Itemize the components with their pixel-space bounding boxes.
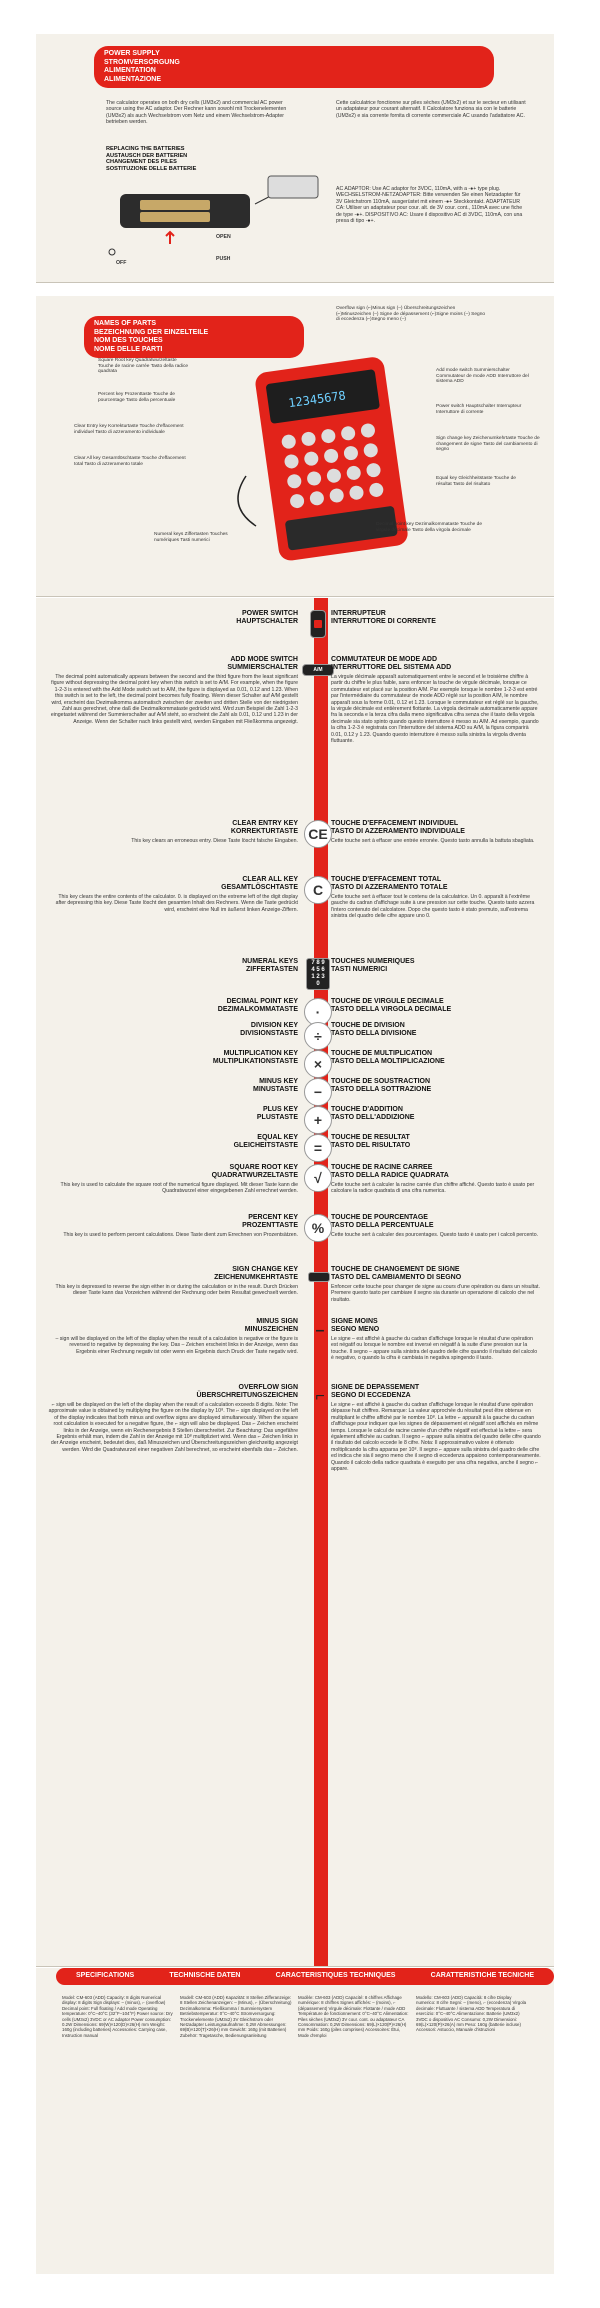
power-supply-panel: [36, 34, 554, 282]
power-switch-label: Power switch Hauptschalter Interrupteur Interruttore di corrente: [436, 404, 522, 415]
key-body-left: – sign will be displayed on the left of the display when the result of a calculation is negative or the figure is reversed to negative by depressing the key. Das – Zeichen erscheint links in der Anzeige, wenn das Ergebnis einer Rechnung negativ ist oder wenn ein Ergebnis durch Druck der Taste negativ wird.: [55, 1336, 298, 1355]
heading-line: REPLACING THE BATTERIES: [106, 146, 185, 152]
key-heading-left: DIVISION KEY DIVISIONSTASTE: [240, 1022, 298, 1037]
key-description-left: [48, 998, 298, 1016]
key-description-left: [48, 1134, 298, 1152]
key-description-left: [48, 958, 298, 976]
equal-key-label: Equal key Gleichheitstaste Touche de résultat Tasto del risultato: [436, 476, 516, 487]
power-text-left: The calculator operates on both dry cells (UM3x2) and commercial AC power source using the AC adaptor. Der Rechner kann sowohl mit Trockenelementen (UM3x2) als auch Wechselstrom vom Netz und einem Wechselstrom-Adapter betrieben werden.: [106, 100, 287, 126]
band-line: NOM DES TOUCHES: [94, 337, 163, 344]
key-body-right: Le signe ⌐ est affiché à gauche du cadran d'affichage lorsque le résultat d'une opération dépasse huit chiffres. Remarque: La valeur approchée du résultat peut être obtenue en multipliant le chiffre affiché par le nombre 10⁸. La lettre ⌐ apparaît à la gauche du cadran d'affichage pour indiquer que les signes de dépassement et négatif sont affichés en même temps. Lorsque le calcul de racine carrée d'un chiffre négatif est effectué la lettre ⌐ sera également affichée au cadran. Il segno ⌐ appare sulla sinistra del quadro delle cifre quando il risultato del calcolo eccede le 8 cifre. Nota: Il approssimativo valore è ottenuto moltiplicando la cifra apparsa per 10⁸. Il segno ⌐ appare sulla sinistra del quadro delle cifre ed indica che sia il segno meno che il segno di eccedenza appaiono contemporaneamente. Quando il calcolo della radice quadrata è eseguito per una cifra negativa, anche il segno ⌐ appare.: [331, 1402, 541, 1473]
key-description-right: [331, 610, 541, 628]
key-heading-right: TOUCHE DE RESULTAT TASTO DEL RISULTATO: [331, 1134, 411, 1149]
key-heading-right: TOUCHE DE SOUSTRACTION TASTO DELLA SOTTRAZIONE: [331, 1078, 432, 1093]
clear-all-key-icon: C: [304, 876, 332, 904]
plus-key-icon: +: [304, 1106, 332, 1134]
key-description-right: [331, 1106, 541, 1124]
key-body-left: This key clears an erroneous entry. Diese Taste löscht falsche Eingaben.: [131, 838, 298, 844]
clear-all-label: Clear All key Gesamtlöschtaste Touche d'effacement total Tasto di azzeramento totale: [74, 456, 186, 467]
key-heading-left: MINUS KEY MINUSTASTE: [253, 1078, 298, 1093]
key-body-left: This key is depressed to reverse the sign either in or during the calculation or in the result. Durch Drücken dieser Taste kann das Vorzeichen während der Rechnung oder beim Resultat gewechselt werden.: [55, 1284, 298, 1297]
power-supply-band: [94, 46, 494, 88]
square-root-label: Square Root key Quadratwurzeltaste Touche de racine carrée Tasto della radice quadrata: [98, 358, 189, 375]
key-body-left: ⌐ sign will be displayed on the left of the display when the result of a calculation exceeds 8 digits. Note: The approximate value is obtained by multiplying the figure on the display by 10⁸. The ⌐ sign displayed on the left of the display indicates that both minus and overflow signs are displayed simultaneously. When the square root calculation is executed for a negative figure, the ⌐ sign will also be displayed. Das ⌐ Zeichen erscheint links in der Anzeige, wenn ein Rechenergebnis 8 Stellen überschreitet. Zur Beachtung: Das ungefähre Ergebnis erhält man, indem die Zahl in der Anzeige mit 10⁸ multipliziert wird. Wenn das ⌐ Zeichen links in der Anzeige erscheint, bedeutet dies, daß Minuszeichen und Überschreitungszeichen gleichzeitig angezeigt werden. Wird die Quadratwurzel einer negativen Zahl berechnet, so erscheint ebenfalls das ⌐ Zeichen.: [48, 1402, 298, 1453]
key-body-right: Cette touche sert à effacer une entrée erronée. Questo tasto annulla la battuta sbagliata.: [331, 838, 535, 844]
key-body-right: Enfoncer cette touche pour changer de signe au cours d'une opération ou dans un résultat. Premere questo tasto per cambiare il segno sia durante un operazione di calcolo che nel risultato.: [331, 1284, 540, 1303]
parts-panel: [36, 296, 554, 596]
percent-label: Percent key Prozenttaste Touche de pourcentage Tasto della percentuale: [98, 392, 176, 403]
key-description-left: [48, 1266, 298, 1297]
fold-line: [36, 282, 554, 283]
spec-column-en: Model: CM-603 (ADD) Capacity: 8 digits Numerical display: 8 digits Sign displays: – (minus), ⌐ (overflow) Decimal point: Full floating / Add mode Operating temperature: 0°C–40°C (32°F–104°F) Power source: Dry cells (UM3x2) 3VDC or AC adaptor Power consumption: 0.2W Dimensions: 69(W)×120(D)×26(H) mm Weight: 160g (including batteries) Accessories: Carrying case, Instruction manual: [62, 1995, 173, 2038]
key-heading-right: TOUCHE DE CHANGEMENT DE SIGNE TASTO DEL CAMBIAMENTO DI SEGNO: [331, 1266, 462, 1281]
clear-entry-label: Clear Entry key Korrekturtaste Touche d'effacement individuel Tasto di azzeramento individuale: [74, 424, 184, 435]
key-description-left: [48, 610, 298, 628]
key-description-right: [331, 1050, 541, 1068]
key-body-right: Cette touche sert à calculer la racine carrée d'un chiffre affiché. Questo tasto è usato per calcolare la radice quadrata di una cifra numerica.: [331, 1182, 535, 1195]
key-body-left: The decimal point automatically appears between the second and the third figure from the least significant figure without depressing the decimal point key when this switch is set to A/M. For example, when the figure 1-2-3 is entered with the Add Mode switch set to A/M, the figure is displayed as 0.01, 0.12 and 1.23. When this switch is set to the left, the decimal point becomes fully floating. Wenn dieser Schalter auf A/M gestellt wird, erscheint das Dezimalkomma automatisch zwischen der zweiten und dritten Stelle von der niedrigsten Zahl aus gerechnet, ohne daß die Dezimalkommataste gedrückt wird. Wird zum Beispiel die Zahl 1-2-3 eingetastet während der Summierschalter auf A/M steht, so erscheint die Zahl als 0.01, 0.12 und 1.23 in der Anzeige. Wenn der Schalter nach links gestellt wird, werden Eingaben mit Fließkomma angezeigt.: [50, 674, 298, 725]
key-body-right: Cette touche sert à effacer tout le contenu de la calculatrice. Un 0. apparaît à l'extrême gauche du cadran d'affichage suite à une pression sur cette touche. Questo tasto azzera l'intero contenuto del calcolatore. Dopo che questo tasto è stato premuto, sull'estrema sinistra del quadro delle cifre appare uno 0.: [331, 894, 535, 920]
division-key-icon: ÷: [304, 1022, 332, 1050]
key-heading-right: SIGNE MOINS SEGNO MENO: [331, 1318, 380, 1333]
numeral-keys-icon: 7 8 9 4 5 6 1 2 3 0: [306, 958, 330, 990]
minus-key-icon: −: [304, 1078, 332, 1106]
red-spine: [314, 598, 328, 1966]
key-heading-left: DECIMAL POINT KEY DEZIMALKOMMATASTE: [217, 998, 298, 1013]
key-description-right: [331, 1214, 541, 1238]
key-description-right: [331, 958, 541, 976]
sign-change-icon: [308, 1272, 330, 1282]
key-body-left: This key clears the entire contents of the calculator. 0. is displayed on the extreme left of the digit display after depressing this key. Diese Taste löscht den gesamten Inhalt des Rechners. Wenn die Taste gedrückt wird, erscheint eine Null im äußerst linken Anzeige-Ziffern.: [55, 894, 298, 913]
band-line: ALIMENTATION: [104, 67, 156, 74]
key-heading-right: TOUCHE DE DIVISION TASTO DELLA DIVISIONE: [331, 1022, 417, 1037]
step-1-icon: [109, 249, 115, 255]
key-heading-right: TOUCHE DE MULTIPLICATION TASTO DELLA MOLTIPLICAZIONE: [331, 1050, 445, 1065]
spec-heading: CARATTERISTICHE TECNICHE: [430, 1972, 534, 1979]
numeral-keys-label: Numeral keys Ziffertasten Touches numériques Tasti numerici: [154, 532, 228, 543]
arrow-icon: [166, 232, 174, 244]
band-line: POWER SUPPLY: [104, 50, 160, 57]
key-body-left: This key is used to perform percent calculations. Diese Taste dient zum Errechnen von Prozentsätzen.: [63, 1232, 298, 1238]
battery-cell-2: [140, 212, 210, 222]
replace-batteries-heading: [106, 146, 196, 172]
equal-key-icon: =: [304, 1134, 332, 1162]
square-root-key-icon: √: [304, 1164, 332, 1192]
key-heading-left: CLEAR ENTRY KEY KORREKTURTASTE: [230, 820, 298, 835]
key-description-left: [48, 1106, 298, 1124]
key-description-right: [331, 998, 541, 1016]
spec-heading: SPECIFICATIONS: [76, 1972, 135, 1979]
power-text-right: Cette calculatrice fonctionne sur piles sèches (UM3x2) et sur le secteur en utilisant un adaptateur pour courant alternatif. Il Calcolatore funziona sia con le batterie (UM3x2) e sia corrente fornita di corrente commerciale AC usando l'adattatore AC.: [336, 100, 526, 119]
key-heading-right: TOUCHE DE VIRGULE DECIMALE TASTO DELLA VIRGOLA DECIMALE: [331, 998, 452, 1013]
percent-key-icon: %: [304, 1214, 332, 1242]
fold-line: [36, 596, 554, 597]
key-heading-right: SIGNE DE DEPASSEMENT SEGNO DI ECCEDENZA: [331, 1384, 420, 1399]
key-heading-right: INTERRUPTEUR INTERRUTTORE DI CORRENTE: [331, 610, 436, 625]
key-description-left: [48, 1078, 298, 1096]
band-line: BEZEICHNUNG DER EINZELTEILE: [94, 328, 209, 336]
spec-column-fr: Modèle: CM-603 (ADD) Capacité: 8 chiffres Affichage numérique: 8 chiffres Signes affichés: – (moins), ⌐ (dépassement) Virgule décimale: Flottante / mode ADD Température de fonctionnement: 0°C–40°C Alimentation: Piles sèches (UM3x2) 3V cour. cont. ou adaptateur CA Consommation: 0,2W Dimensions: 69(L)×120(P)×26(H) mm Poids: 160g (piles comprises) Accessoires: Étui, Mode d'emploi: [298, 1995, 409, 2038]
calculator-back: [120, 194, 250, 228]
key-heading-left: SQUARE ROOT KEY QUADRATWURZELTASTE: [211, 1164, 298, 1179]
key-description-right: [331, 820, 541, 844]
key-description-right: [331, 656, 541, 744]
key-heading-left: PLUS KEY PLUSTASTE: [256, 1106, 298, 1121]
specifications-band: [56, 1968, 554, 1985]
key-description-right: [331, 1078, 541, 1096]
add-mode-label: Add mode switch Summierschalter Commutateur de mode ADD Interruttore del sistema ADD: [436, 368, 529, 385]
step-off: OFF: [116, 260, 127, 266]
key-description-right: [331, 1022, 541, 1040]
key-body-right: Cette touche sert à calculer des pourcentages. Questo tasto è usato per i calcoli percento.: [331, 1232, 539, 1238]
heading-line: CHANGEMENT DES PILES: [106, 159, 177, 166]
step-open: OPEN: [216, 234, 231, 240]
key-heading-right: TOUCHE DE RACINE CARREE TASTO DELLA RADICE QUADRATA: [331, 1164, 449, 1179]
key-heading-right: TOUCHE D'ADDITION TASTO DELL'ADDIZIONE: [331, 1106, 415, 1121]
key-description-left: [48, 1050, 298, 1068]
spec-column-it: Modello: CM-603 (ADD) Capacità: 8 cifre Display numerico: 8 cifre Segni: – (meno), ⌐ (eccedenza) Virgola decimale: Fluttuante / sistema ADD Temperatura di esercizio: 0°C–40°C Alimentazione: Batterie (UM3x2) 3VDC o dispositivo AC Consumo: 0,2W Dimensioni: 69(L)×120(P)×26(A) mm Peso: 160g (batterie incluse) Accessori: Astuccio, Manuale d'istruzioni: [416, 1995, 527, 2033]
key-description-left: [48, 876, 298, 913]
key-description-right: [331, 1164, 541, 1195]
key-body-right: La virgule décimale apparaît automatiquement entre le second et le troisième chiffre à partir du chiffre le plus faible, sans enfoncer la touche de virgule décimale, lorsque ce commutateur est placé sur la position A/M. Par exemple lorsque le nombre 1-2-3 est entré par l'intermédiaire du commutateur de mode ADD réglé sur la position A/M, le nombre apparaît sous la forme 0.01, 0.12 et 1.23. Lorsque le commutateur est réglé sur la gauche, la virgule décimale est entièrement flottante. La virgola decimale automaticamente appare fra la seconda e la terza cifra dalla meno significativa cifra senza che il tasto della virgola decimale sia stato spinto quando questo interruttore è messo su A/M. Ad esempio, quando la cifra 1-2-3 è registrata con l'interruttore del sistema ADD su A/M, la figura comparirà 0.01, 0.12 y 1.23. Quando questo interruttore è messo sulla sinistra la virgola diventa fluttuante.: [331, 674, 539, 745]
band-line: NAMES OF PARTS: [94, 320, 157, 327]
wrist-strap: [238, 476, 256, 526]
overflow-sign-icon: ⌐: [315, 1388, 325, 1405]
key-heading-right: TOUCHES NUMERIQUES TASTI NUMERICI: [331, 958, 415, 973]
key-description-right: [331, 1318, 541, 1362]
sign-change-label: Sign change key Zeichenumkehrtaste Touche de changement de signe Tasto del cambiamento di segno: [436, 436, 540, 453]
clear-entry-key-icon: CE: [304, 820, 332, 848]
band-line: STROMVERSORGUNG: [104, 58, 180, 66]
key-description-right: [331, 1384, 541, 1472]
decimal-point-key-icon: ·: [304, 998, 332, 1026]
key-heading-left: NUMERAL KEYS ZIFFERTASTEN: [242, 958, 298, 973]
key-description-right: [331, 876, 541, 920]
spec-heading: TECHNISCHE DATEN: [169, 1972, 241, 1979]
key-heading-right: TOUCHE D'EFFACEMENT INDIVIDUEL TASTO DI AZZERAMENTO INDIVIDUALE: [331, 820, 465, 835]
top-right-labels: Overflow sign (⌐)Minus sign (–) Überschreitungszeichen (⌐)Minuszeichen (–) Signe de dépassement (⌐)Signe moins (–) Segno di eccedenza (⌐)Segno meno (–): [336, 306, 486, 323]
key-description-right: [331, 1134, 541, 1152]
heading-line: AUSTAUSCH DER BATTERIEN: [106, 152, 188, 159]
key-heading-left: MULTIPLICATION KEY MULTIPLIKATIONSTASTE: [212, 1050, 298, 1065]
key-heading-left: SIGN CHANGE KEY ZEICHENUMKEHRTASTE: [214, 1266, 298, 1281]
fold-line: [36, 1966, 554, 1967]
key-description-left: [48, 1384, 298, 1453]
decimal-point-label: Decimal point key Dezimalkommataste Touche de virgule décimale Tasto della virgola decimale: [376, 522, 483, 533]
key-body-right: Le signe – est affiché à gauche du cadran d'affichage lorsque le résultat d'une opération est négatif ou lorsque le nombre est inversé en négatif à la suite d'une pression sur la touche. Il segno – appare sulla sinistra del quadro delle cifre quando il risultato del calcolo è negativo, o quando la cifra è cambiata in negativa spingendo il tasto.: [331, 1336, 538, 1362]
spec-column-de: Modell: CM-603 (ADD) Kapazität: 8 Stellen Zifferanzeige: 8 Stellen Zeichenanzeigen: – (Minus), ⌐ (Überschreitung) Dezimalkomma: Fließkomma / Summiersystem Betriebstemperatur: 0°C–40°C Stromversorgung: Trockenelemente (UM3x2) 3V Gleichstrom oder Netzadapter Leistungsaufnahme: 0,2W Abmessungen: 69(B)×120(T)×26(H) mm Gewicht: 160g (mit Batterien) Zubehör: Tragetasche, Bedienungsanleitung: [180, 1995, 292, 2038]
key-heading-left: PERCENT KEY PROZENTTASTE: [242, 1214, 298, 1229]
key-heading-left: POWER SWITCH HAUPTSCHALTER: [236, 610, 298, 625]
key-functions-panel: [36, 598, 554, 1966]
battery-cell-1: [140, 200, 210, 210]
key-heading-left: ADD MODE SWITCH SUMMIERSCHALTER: [227, 656, 298, 671]
calculator-illustration: [216, 356, 416, 566]
key-description-left: [48, 1164, 298, 1195]
key-heading-left: MINUS SIGN MINUSZEICHEN: [244, 1318, 298, 1333]
battery-lid: [268, 176, 318, 198]
heading-line: SOSTITUZIONE DELLE BATTERIE: [106, 165, 197, 172]
key-heading-left: CLEAR ALL KEY GESAMTLÖSCHTASTE: [221, 876, 298, 891]
multiplication-key-icon: ×: [304, 1050, 332, 1078]
key-heading-right: TOUCHE D'EFFACEMENT TOTAL TASTO DI AZZERAMENTO TOTALE: [331, 876, 448, 891]
key-body-left: This key is used to calculate the square root of the numerical figure displayed. Mit dieser Taste kann die Quadratwurzel einer eingegebenen Zahl errechnet werden.: [60, 1182, 298, 1195]
key-heading-right: COMMUTATEUR DE MODE ADD INTERRUTTORE DEL SISTEMA ADD: [331, 656, 452, 671]
battery-diagram: [100, 174, 330, 274]
key-description-left: [48, 1022, 298, 1040]
band-line: NOME DELLE PARTI: [94, 345, 163, 353]
key-description-left: [48, 656, 298, 725]
spec-heading: CARACTERISTIQUES TECHNIQUES: [275, 1972, 396, 1979]
key-description-left: [48, 1318, 298, 1355]
key-heading-left: OVERFLOW SIGN ÜBERSCHREITUNGSZEICHEN: [196, 1384, 298, 1399]
key-description-left: [48, 820, 298, 844]
key-description-right: [331, 1266, 541, 1303]
adaptor-text: AC ADAPTOR: Use AC adaptor for 3VDC, 110mA, with a -●+ type plug. WECHSELSTROM-NETZADAPTER: Bitte verwenden Sie einen Netzadapter für 3V Gleichstrom 110mA, ausgerüstet mit einem -●+ Steckkontakt. ADAPTATEUR CA: Utiliser un adaptateur pour cour. alt. de 3V cour. cont., 110mA avec une fiche de type -●+. DISPOSITIVO AC: Usare il dispositivo AC di 3VDC, 110mA, con una presa di tipo -●+.: [336, 186, 523, 225]
display-digits: 12345678: [287, 388, 347, 411]
key-heading-left: EQUAL KEY GLEICHEITSTASTE: [233, 1134, 298, 1149]
key-description-left: [48, 1214, 298, 1238]
parts-band: [84, 316, 304, 358]
minus-sign-icon: –: [315, 1322, 325, 1339]
step-push: PUSH: [216, 256, 231, 262]
add-mode-switch-icon: A/M: [302, 664, 334, 676]
power-switch-icon: [310, 610, 326, 638]
key-heading-right: TOUCHE DE POURCENTAGE TASTO DELLA PERCENTUALE: [331, 1214, 434, 1229]
band-line: ALIMENTAZIONE: [104, 75, 162, 83]
